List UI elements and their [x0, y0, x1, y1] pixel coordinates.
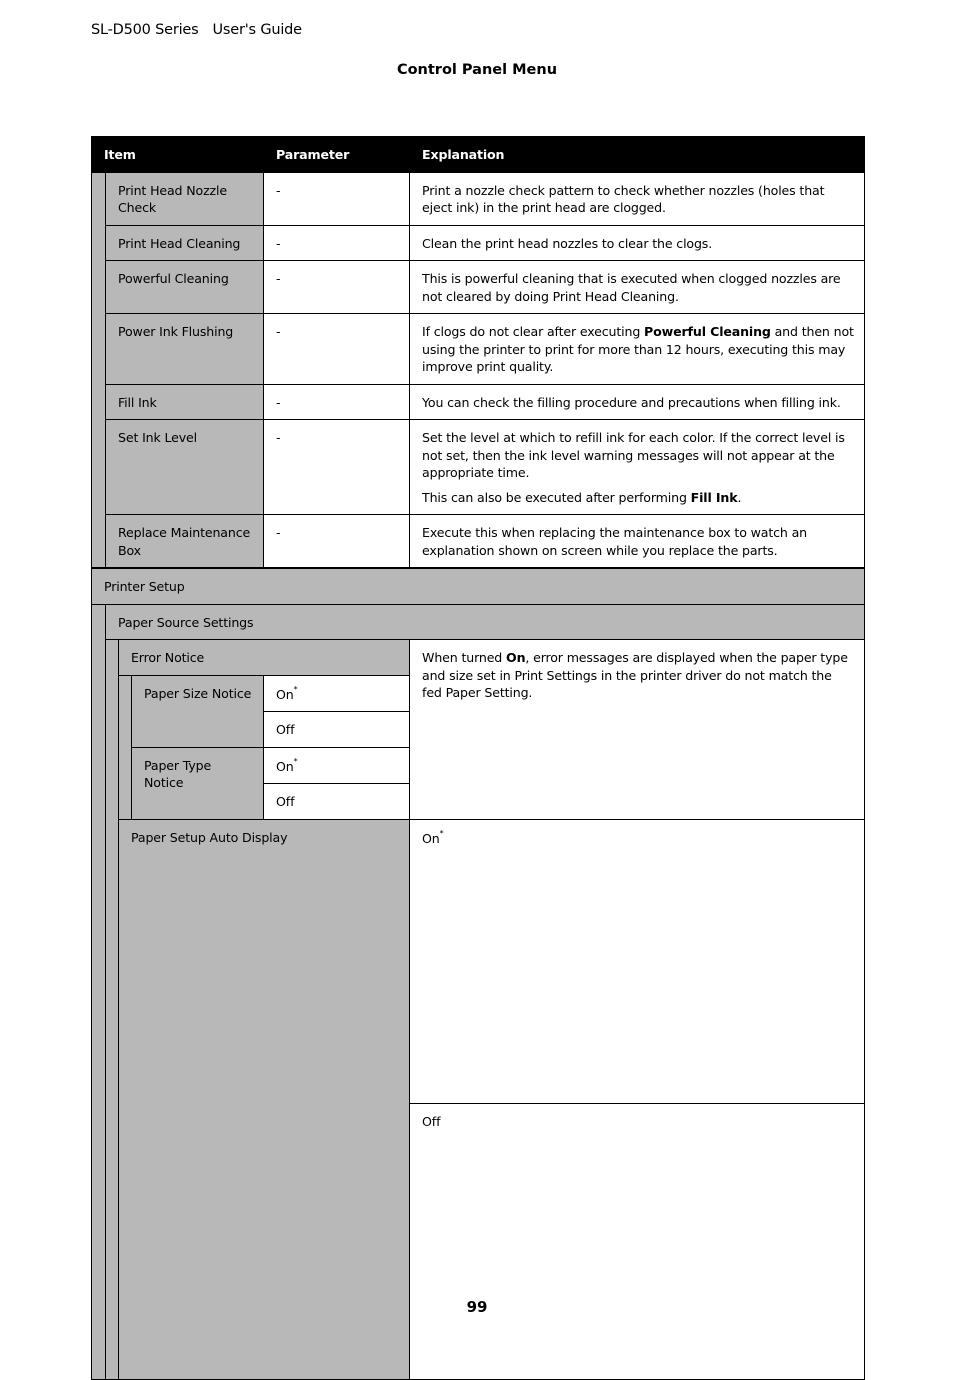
item-label: Replace Maintenance Box	[106, 515, 264, 569]
param-value: -	[264, 420, 410, 515]
section-title: Control Panel Menu	[396, 62, 558, 78]
param-value: -	[264, 261, 410, 314]
page-number: 99	[466, 1298, 488, 1316]
default-marker: *	[293, 757, 298, 767]
table-row	[92, 261, 865, 314]
indent-bar	[92, 604, 106, 1380]
col-header-item: Item	[92, 137, 264, 173]
table-row	[92, 225, 865, 261]
table-row	[92, 640, 865, 676]
product-name: SL-D500 Series	[91, 22, 199, 38]
item-label: Powerful Cleaning	[106, 261, 264, 314]
col-header-parameter: Parameter	[264, 137, 410, 173]
item-paper-type-notice: Paper Type Notice	[132, 747, 264, 819]
explanation: Set the level at which to refill ink for each color. If the correct level is not set, then the ink level warning messages will not appear at the appropriate time. This can also be executed after performing Fill Ink.	[410, 420, 865, 515]
table-row	[92, 568, 865, 604]
param-off: Off	[410, 1103, 865, 1379]
indent-bar	[119, 675, 132, 819]
param-value: -	[264, 225, 410, 261]
item-paper-setup-auto-display: Paper Setup Auto Display	[119, 819, 410, 1380]
item-paper-size-notice: Paper Size Notice	[132, 675, 264, 747]
param-on: On*	[410, 819, 865, 1103]
param-value: -	[264, 384, 410, 420]
guide-name: User's Guide	[212, 22, 302, 38]
table-row	[92, 604, 865, 640]
param-off: Off	[264, 712, 410, 748]
param-value: -	[264, 172, 410, 225]
param-value: -	[264, 515, 410, 569]
item-label: Fill Ink	[106, 384, 264, 420]
item-error-notice: Error Notice	[119, 640, 410, 676]
explanation: You can check the filling procedure and precautions when filling ink.	[410, 384, 865, 420]
explanation: If clogs do not clear after executing Powerful Cleaning and then not using the printer to print for more than 12 hours, executing this may improve print quality.	[410, 314, 865, 385]
param-value: -	[264, 314, 410, 385]
default-marker: *	[439, 829, 444, 839]
control-panel-menu-table	[91, 136, 865, 1380]
table-row	[92, 172, 865, 225]
item-label: Power Ink Flushing	[106, 314, 264, 385]
item-label: Print Head Nozzle Check	[106, 172, 264, 225]
table-header-row	[92, 137, 865, 173]
explanation: Print a nozzle check pattern to check whether nozzles (holes that eject ink) in the print head are clogged.	[410, 172, 865, 225]
indent-bar	[106, 640, 119, 1380]
table-row	[92, 819, 865, 1103]
param-on: On*	[264, 747, 410, 784]
running-header	[91, 22, 316, 38]
explanation: This is powerful cleaning that is executed when clogged nozzles are not cleared by doing Print Head Cleaning.	[410, 261, 865, 314]
explanation: When turned On, error messages are displayed when the paper type and size set in Print Settings in the printer driver do not match the fed Paper Setting.	[410, 640, 865, 820]
table-row	[92, 384, 865, 420]
table-row	[92, 314, 865, 385]
col-header-explanation: Explanation	[410, 137, 865, 173]
group-paper-source-settings: Paper Source Settings	[106, 604, 865, 640]
indent-bar	[92, 172, 106, 568]
item-label: Print Head Cleaning	[106, 225, 264, 261]
explanation: Execute this when replacing the maintenance box to watch an explanation shown on screen while you replace the parts.	[410, 515, 865, 569]
param-off: Off	[264, 784, 410, 820]
explanation: Clean the print head nozzles to clear the clogs.	[410, 225, 865, 261]
item-label: Set Ink Level	[106, 420, 264, 515]
default-marker: *	[293, 685, 298, 695]
table-row	[92, 515, 865, 569]
group-printer-setup: Printer Setup	[92, 568, 865, 604]
table-row	[92, 420, 865, 515]
param-on: On*	[264, 675, 410, 712]
